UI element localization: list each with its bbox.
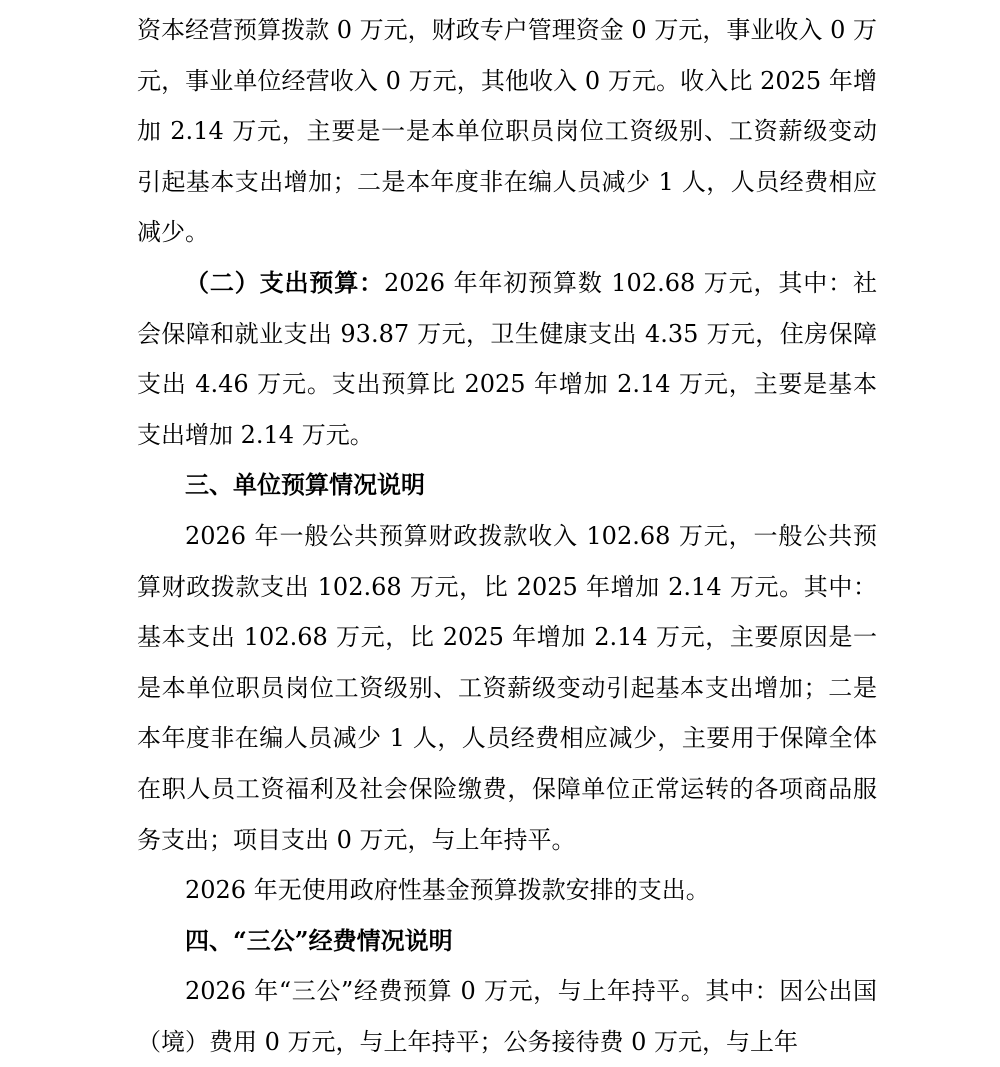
paragraph-expenditure-budget [137, 258, 877, 460]
paragraph-general-public-budget [137, 511, 877, 865]
paragraph-text: 2026 年一般公共预算财政拨款收入 102.68 万元，一般公共预算财政拨款支出 102.68 万元，比 2025 年增加 2.14 万元。其中：基本支出 102.68 万元，比 2025 年增加 2.14 万元，主要原因是一是本单位职员岗位工资级别、工资薪级变动引起基本支出增加；二是本年度非在编人员减少 1 人，人员经费相应减少，主要用于保障全体在职人员工资福利及社会保险缴费，保障单位正常运转的各项商品服务支出；项目支出 0 万元，与上年持平。 [137, 521, 877, 854]
paragraph-text: 2026 年年初预算数 102.68 万元，其中：社会保障和就业支出 93.87 万元，卫生健康支出 4.35 万元，住房保障支出 4.46 万元。支出预算比 2025 年增加 2.14 万元，主要是基本支出增加 2.14 万元。 [137, 268, 877, 449]
subheading-expenditure-budget: （二）支出预算： [185, 267, 384, 297]
paragraph-text: 2026 年无使用政府性基金预算拨款安排的支出。 [185, 876, 710, 905]
paragraph-income-continued [137, 5, 877, 258]
paragraph-government-fund [137, 865, 877, 916]
paragraph-text: 资本经营预算拨款 0 万元，财政专户管理资金 0 万元，事业收入 0 万元，事业单位经营收入 0 万元，其他收入 0 万元。收入比 2025 年增加 2.14 万元，主要是一是本单位职员岗位工资级别、工资薪级变动引起基本支出增加；二是本年度非在编人员减少 1 人，人员经费相应减少。 [137, 16, 877, 247]
section-heading-unit-budget: 三、单位预算情况说明 [185, 470, 425, 500]
section-heading-three-public-expenses: 四、“三公”经费情况说明 [185, 925, 453, 955]
document-page [137, 5, 877, 1067]
paragraph-three-public-expenses [137, 966, 877, 1067]
paragraph-text: 2026 年“三公”经费预算 0 万元，与上年持平。其中：因公出国（境）费用 0 万元，与上年持平；公务接待费 0 万元，与上年 [137, 977, 877, 1056]
